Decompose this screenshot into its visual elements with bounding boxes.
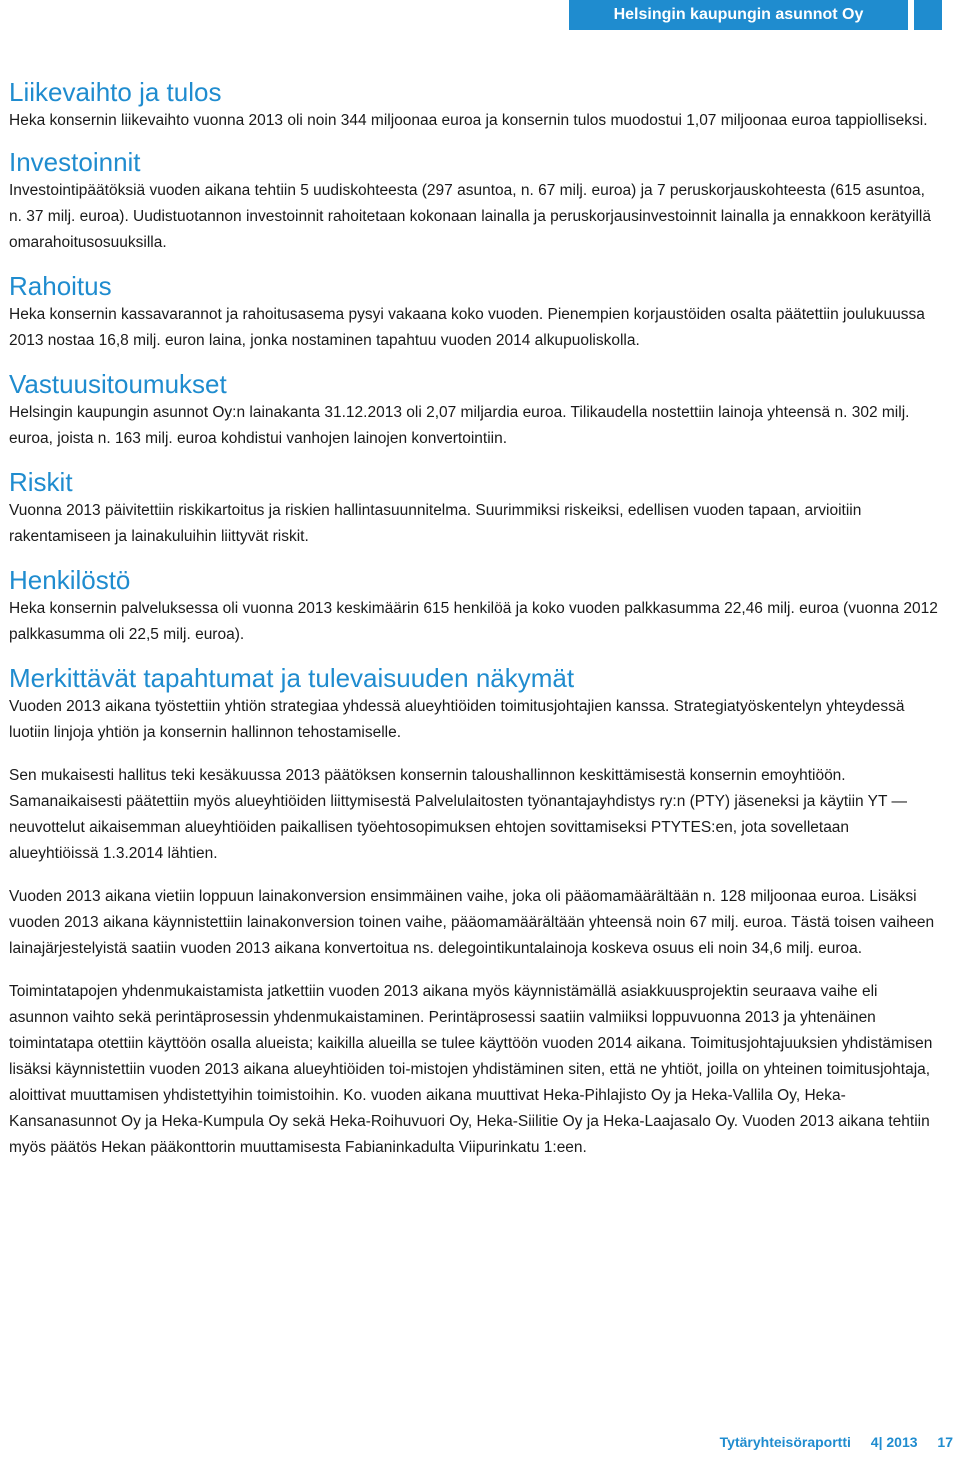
section-paragraph: Investointipäätöksiä vuoden aikana tehtiin 5 uudiskohteesta (297 asuntoa, n. 67 milj. euroa) ja 7 peruskorjauskohteesta (615 asuntoa, n. 37 milj. euroa). Uudistuotannon investoinnit rahoitetaan kokonaan lainalla ja peruskorjausinvestoinnit lainalla ja ennakkoon kerätyillä omarahoitusosuuksilla. [9, 182, 931, 251]
section-heading: Liikevaihto ja tulos [9, 77, 222, 107]
section-rahoitus [9, 270, 941, 354]
footer-report-name: Tytäryhteisöraportti [719, 1434, 851, 1450]
section-paragraph: Sen mukaisesti hallitus teki kesäkuussa 2013 päätöksen konsernin taloushallinnon keskittämisestä konsernin emoyhtiöön. Samanaikaisesti päätettiin myös alueyhtiöiden liittymisestä Palvelulaitosten työnantajayhdistys ry:n (PTY) jäseneksi ja käytiin YT — neuvottelut aikaisemman alueyhtiöiden paikallisen työehtosopimuksen ehtojen sovittamiseksi PTYTES:en, jota sovelletaan alueyhtiöissä 1.3.2014 lähtien. [9, 767, 907, 862]
footer-year: 2013 [886, 1434, 918, 1450]
header-accent-square [914, 0, 942, 30]
footer-spacer [921, 1434, 937, 1450]
section-riskit [9, 466, 941, 550]
section-heading: Henkilöstö [9, 565, 131, 595]
footer-divider: | [878, 1434, 883, 1450]
footer-issue: 4 [870, 1434, 879, 1450]
footer-page-number: 17 [937, 1434, 953, 1450]
section-paragraph: Vuoden 2013 aikana vietiin loppuun lainakonversion ensimmäinen vaihe, joka oli pääomamäärältään n. 128 miljoonaa euroa. Lisäksi vuoden 2013 aikana käynnistettiin lainakonversion toinen vaihe, pääomamäärältään yhteensä noin 67 milj. euroa. Tästä toisen vaiheen lainajärjestelyistä saatiin vuoden 2013 aikana konvertoitua ns. delegointikuntalainoja koskeva osuus eli noin 34,6 milj. euroa. [9, 888, 935, 957]
section-liikevaihto [9, 76, 941, 134]
section-paragraph: Helsingin kaupungin asunnot Oy:n lainakanta 31.12.2013 oli 2,07 miljardia euroa. Tilikaudella nostettiin lainoja yhteensä n. 302 milj. euroa, joista n. 163 milj. euroa kohdistui vanhojen lainojen konvertointiin. [9, 404, 910, 447]
section-paragraph: Heka konsernin liikevaihto vuonna 2013 oli noin 344 miljoonaa euroa ja konsernin tulos muodostui 1,07 miljoonaa euroa tappiolliseksi. [9, 112, 928, 129]
footer-info [720, 1434, 953, 1450]
section-henkilosto [9, 564, 941, 648]
section-paragraph: Vuoden 2013 aikana työstettiin yhtiön strategiaa yhdessä alueyhtiöiden toimitusjohtajien kanssa. Strategiatyöskentelyn yhteydessä luotiin linjoja yhtiön ja konsernin hallinnon tehostamiselle. [9, 698, 905, 741]
section-heading: Investoinnit [9, 147, 141, 177]
section-heading: Merkittävät tapahtumat ja tulevaisuuden näkymät [9, 663, 575, 693]
section-vastuusitoumukset [9, 368, 941, 452]
section-heading: Rahoitus [9, 271, 112, 301]
section-paragraph: Heka konsernin palveluksessa oli vuonna 2013 keskimäärin 615 henkilöä ja koko vuoden palkkasumma 22,46 milj. euroa (vuonna 2012 palkkasumma oli 22,5 milj. euroa). [9, 600, 938, 643]
section-heading: Riskit [9, 467, 73, 497]
section-investoinnit [9, 146, 941, 256]
section-paragraph: Vuonna 2013 päivitettiin riskikartoitus ja riskien hallintasuunnitelma. Suurimmiksi riskeiksi, edellisen vuoden tapaan, arvioitiin rakentamiseen ja lainakuluihin liittyvät riskit. [9, 502, 862, 545]
header-company-banner [569, 0, 908, 30]
section-merkittavat-tapahtumat [9, 662, 941, 1161]
footer-spacer [855, 1434, 871, 1450]
main-content [9, 76, 941, 1175]
section-paragraph: Heka konsernin kassavarannot ja rahoitusasema pysyi vakaana koko vuoden. Pienempien korjaustöiden osalta päätettiin joulukuussa 2013 nostaa 16,8 milj. euron laina, jonka nostaminen tapahtuu vuoden 2014 alkupuoliskolla. [9, 306, 925, 349]
section-paragraph: Toimintatapojen yhdenmukaistamista jatkettiin vuoden 2013 aikana myös käynnistämällä asiakkuusprojektin seuraava vaihe eli asunnon vaihto sekä perintäprosessin yhdenmukaistaminen. Perintäprosessi saatiin valmiiksi loppuvuonna 2013 ja yhtenäinen toimintatapa otettiin käyttöön osalla alueista; kaikilla alueilla se tulee käyttöön vuoden 2014 aikana. Toimitusjohtajuuksien yhdistämisen lisäksi käynnistettiin vuoden 2013 aikana alueyhtiöiden toi-mistojen yhdistäminen siten, että ne yhtiöt, joilla on yhteinen toimitusjohtaja, aloittivat muuttamisen yhdistettyihin toimistoihin. Ko. vuoden aikana muuttivat Heka-Pihlajisto Oy ja Heka-Vallila Oy, Heka-Kansanasunnot Oy ja Heka-Kumpula Oy sekä Heka-Roihuvuori Oy, Heka-Siilitie Oy ja Heka-Laajasalo Oy. Vuoden 2013 aikana tehtiin myös päätös Hekan pääkonttorin muuttamisesta Fabianinkadulta Viipurinkatu 1:een. [9, 983, 933, 1156]
company-name: Helsingin kaupungin asunnot Oy [613, 6, 864, 23]
section-heading: Vastuusitoumukset [9, 369, 227, 399]
